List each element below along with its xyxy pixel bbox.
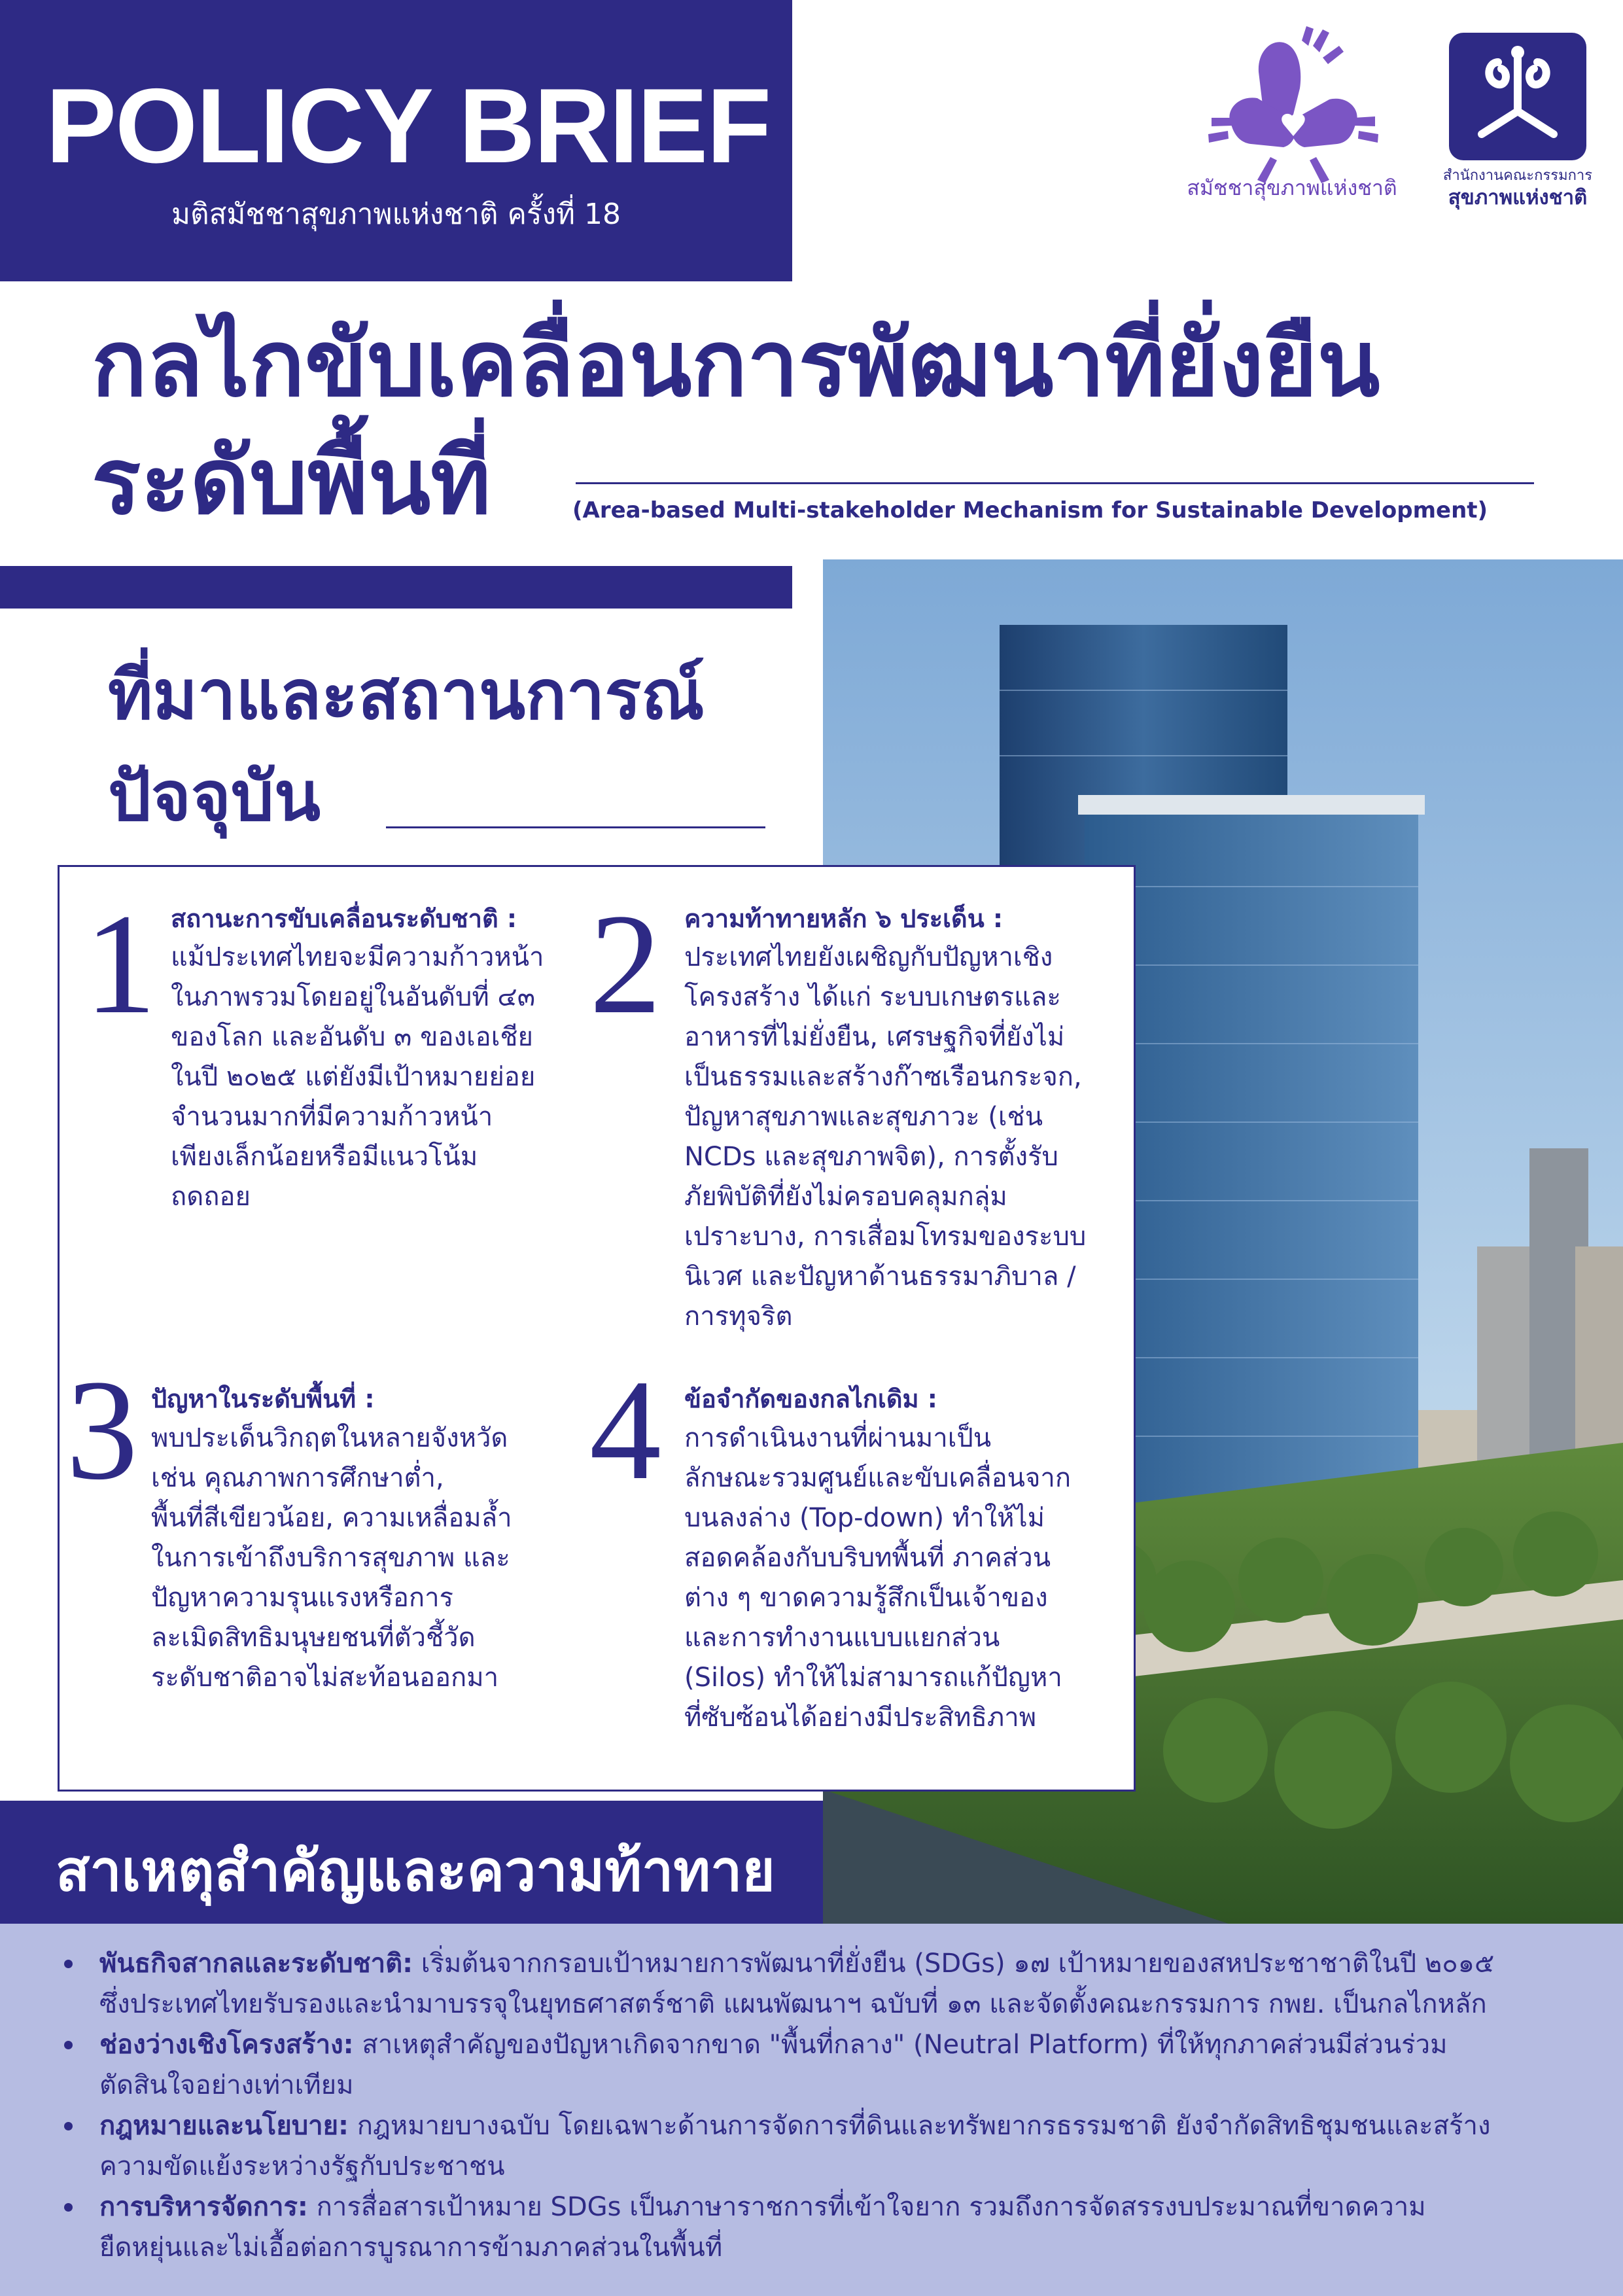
item3-line: เช่น คุณภาพการศึกษาต่ำ, <box>151 1463 444 1493</box>
title-divider <box>576 482 1534 484</box>
item1-body <box>171 938 544 1217</box>
section2-title: สาเหตุสำคัญและความท้าทาย <box>56 1839 775 1904</box>
bullet-text: ความขัดแย้งระหว่างรัฐกับประชาชน <box>99 2151 505 2181</box>
item2-line: NCDs และสุขภาพจิต), การตั้งรับ <box>684 1142 1058 1172</box>
section1-title-line2: ปัจจุบัน <box>108 756 321 836</box>
item4-line: ลักษณะรวมศูนย์และขับเคลื่อนจาก <box>684 1463 1072 1493</box>
nhco-logo <box>1449 33 1586 160</box>
bullet-text: ยืดหยุ่นและไม่เอื้อต่อการบูรณาการข้ามภาคส่วนในพื้นที่ <box>99 2233 723 2263</box>
item4-line: ที่ซับซ้อนได้อย่างมีประสิทธิภาพ <box>684 1703 1037 1733</box>
item2-line: ประเทศไทยยังเผชิญกับปัญหาเชิง <box>684 942 1053 972</box>
item3-line: พื้นที่สีเขียวน้อย, ความเหลื่อมล้ำ <box>151 1503 512 1533</box>
item3-line: ปัญหาความรุนแรงหรือการ <box>151 1583 454 1613</box>
item2-number: 2 <box>589 884 661 1044</box>
item4-line: (Silos) ทำให้ไม่สามารถแก้ปัญหา <box>684 1663 1062 1693</box>
nhco-name-line2: สุขภาพแห่งชาติ <box>1448 186 1588 209</box>
item1-line: ในภาพรวมโดยอยู่ในอันดับที่ ๔๓ <box>171 982 536 1012</box>
nhco-emblem-icon <box>1449 33 1586 160</box>
item2-line: เปราะบาง, การเสื่อมโทรมของระบบ <box>684 1222 1087 1252</box>
main-title-line1: กลไกขับเคลื่อนการพัฒนาที่ยั่งยืน <box>92 311 1380 417</box>
item2-line: โครงสร้าง ได้แก่ ระบบเกษตรและ <box>684 982 1061 1012</box>
item1-line: เพียงเล็กน้อยหรือมีแนวโน้ม <box>171 1142 478 1172</box>
item4-line: บนลงล่าง (Top-down) ทำให้ไม่ <box>684 1503 1045 1533</box>
bullet-text: กฎหมายบางฉบับ โดยเฉพาะด้านการจัดการที่ดินและทรัพยากรธรรมชาติ ยังจำกัดสิทธิชุมชนและสร้าง <box>349 2111 1491 2141</box>
bullet-dot-icon <box>64 1960 73 1968</box>
situation-box <box>58 865 1136 1792</box>
english-subtitle: (Area-based Multi-stakeholder Mechanism for Sustainable Development) <box>572 497 1488 523</box>
item1-line: จำนวนมากที่มีความก้าวหน้า <box>171 1102 493 1132</box>
bullet-label: พันธกิจสากลและระดับชาติ: <box>99 1949 413 1979</box>
bullet-dot-icon <box>64 2203 73 2212</box>
header-title: POLICY BRIEF <box>46 67 771 185</box>
item2-line: อาหารที่ไม่ยั่งยืน, เศรษฐกิจที่ยังไม่ <box>684 1022 1065 1052</box>
item1-number: 1 <box>84 884 156 1044</box>
bullet-text: การสื่อสารเป้าหมาย SDGs เป็นภาษาราชการที่เข้าใจยาก รวมถึงการจัดสรรงบประมาณที่ขาดความ <box>307 2192 1426 2222</box>
item3-line: พบประเด็นวิกฤตในหลายจังหวัด <box>151 1423 508 1453</box>
item4-number: 4 <box>589 1350 661 1510</box>
item4-heading: ข้อจำกัดของกลไกเดิม : <box>684 1385 937 1413</box>
item3-number: 3 <box>66 1350 138 1510</box>
item4-line: การดำเนินงานที่ผ่านมาเป็น <box>684 1423 992 1453</box>
item3-heading: ปัญหาในระดับพื้นที่ : <box>151 1385 375 1413</box>
item3-body <box>151 1419 512 1698</box>
item3-line: ระดับชาติอาจไม่สะท้อนออกมา <box>151 1663 499 1693</box>
item1-line: ในปี ๒๐๒๕ แต่ยังมีเป้าหมายย่อย <box>171 1062 536 1092</box>
item2-body <box>684 938 1086 1337</box>
item4-line: ต่าง ๆ ขาดความรู้สึกเป็นเจ้าของ <box>684 1583 1048 1613</box>
item2-line: ภัยพิบัติที่ยังไม่ครอบคลุมกลุ่ม <box>684 1182 1007 1212</box>
item2-line: นิเวศ และปัญหาด้านธรรมาภิบาล / <box>684 1262 1076 1292</box>
section1-title-line1: ที่มาและสถานการณ์ <box>108 655 705 735</box>
item1-line: ถดถอย <box>171 1182 251 1212</box>
bullet-text: ตัดสินใจอย่างเท่าเทียม <box>99 2070 354 2100</box>
item1-heading: สถานะการขับเคลื่อนระดับชาติ : <box>171 904 517 933</box>
item4-line: และการทำงานแบบแยกส่วน <box>684 1623 1000 1653</box>
health-assembly-name: สมัชชาสุขภาพแห่งชาติ <box>1187 175 1397 200</box>
section-band <box>0 566 792 609</box>
main-title-line2: ระดับพื้นที่ <box>92 429 491 535</box>
bullet-label: ช่องว่างเชิงโครงสร้าง: <box>99 2030 354 2060</box>
bullet-dot-icon <box>64 2122 73 2130</box>
bullet-text: สาเหตุสำคัญของปัญหาเกิดจากขาด "พื้นที่กลาง" (Neutral Platform) ที่ให้ทุกภาคส่วนมีส่วนร่วม <box>353 2030 1448 2060</box>
item4-line: สอดคล้องกับบริบทพื้นที่ ภาคส่วน <box>684 1543 1051 1573</box>
item1-line: แม้ประเทศไทยจะมีความก้าวหน้า <box>171 942 544 972</box>
bullet-label: การบริหารจัดการ: <box>99 2192 308 2222</box>
item2-line: เป็นธรรมและสร้างก๊าซเรือนกระจก, <box>684 1062 1082 1092</box>
item3-line: ในการเข้าถึงบริการสุขภาพ และ <box>151 1543 510 1573</box>
item3-line: ละเมิดสิทธิมนุษยชนที่ตัวชี้วัด <box>151 1623 476 1653</box>
item1-line: ของโลก และอันดับ ๓ ของเอเชีย <box>171 1022 533 1052</box>
header-subtitle: มติสมัชชาสุขภาพแห่งชาติ ครั้งที่ 18 <box>171 198 621 231</box>
bullet-dot-icon <box>64 2041 73 2049</box>
bullet-label: กฎหมายและนโยบาย: <box>99 2111 349 2141</box>
item2-heading: ความท้าทายหลัก ๖ ประเด็น : <box>684 904 1003 933</box>
item2-line: การทุจริต <box>684 1301 793 1332</box>
item4-body <box>684 1419 1071 1738</box>
bullet-text: เริ่มต้นจากกรอบเป้าหมายการพัฒนาที่ยั่งยืน (SDGs) ๑๗ เป้าหมายของสหประชาชาติในปี ๒๐๑๕ <box>413 1949 1495 1979</box>
bullet-text: ซึ่งประเทศไทยรับรองและนำมาบรรจุในยุทธศาสตร์ชาติ แผนพัฒนาฯ ฉบับที่ ๑๓ และจัดตั้งคณะกรรมการ กพย. เป็นกลไกหลัก <box>99 1989 1487 2019</box>
item2-line: ปัญหาสุขภาพและสุขภาวะ (เช่น <box>684 1102 1043 1132</box>
nhco-name-line1: สำนักงานคณะกรรมการ <box>1442 168 1593 184</box>
section1-divider <box>386 826 765 828</box>
